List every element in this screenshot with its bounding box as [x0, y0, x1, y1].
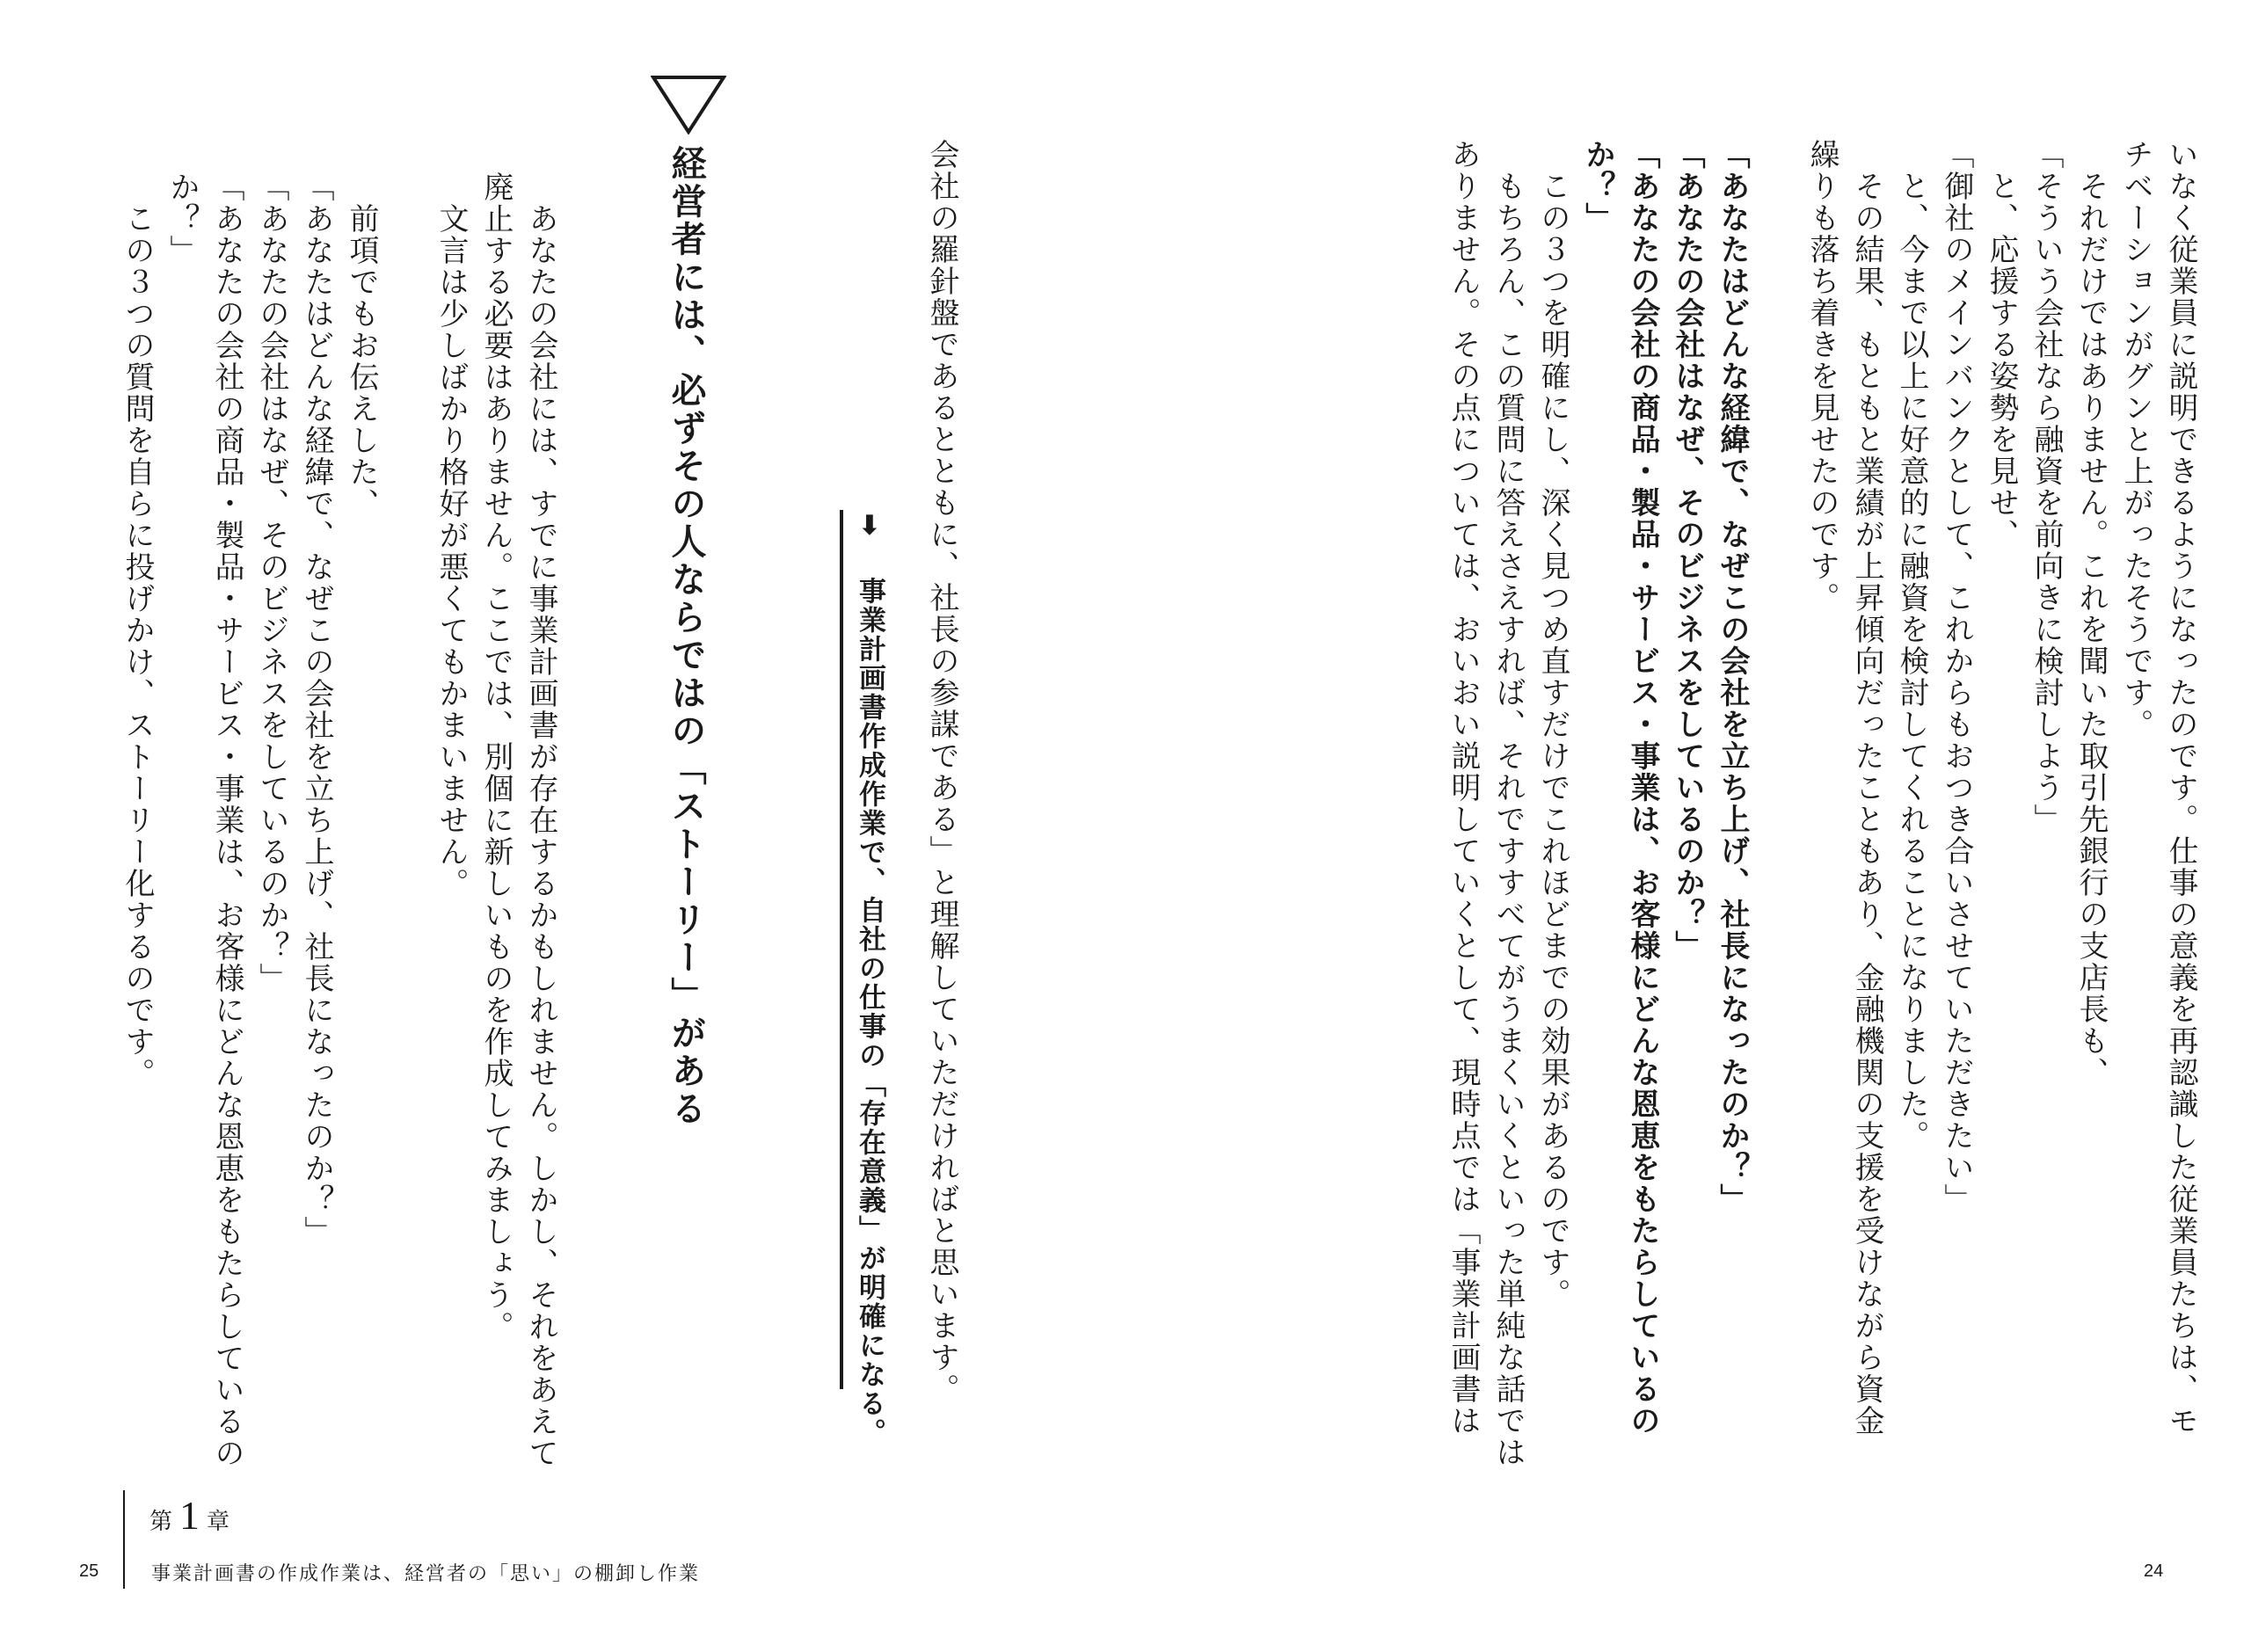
bold-question-line: か？」 — [1580, 139, 1615, 234]
chapter-prefix: 第 — [149, 1509, 173, 1534]
bold-question-line: 「あなたの会社はなぜ、そのビジネスをしているのか？」 — [1670, 139, 1705, 962]
callout-text: ⬇ 事業計画書作成作業で、自社の仕事の「存在意義」が明確になる。 — [854, 510, 885, 1447]
body-line: と、今まで以上に好意的に融資を検討してくれることになりました。 — [1894, 139, 1929, 1152]
body-line: この３つの質問を自らに投げかけ、ストーリー化するのです。 — [120, 171, 155, 1089]
callout-box — [840, 510, 892, 1447]
body-line: 前項でもお伝えした、 — [344, 171, 379, 520]
body-line: ありません。その点については、おいおい説明していくとして、現時点では「事業計画書は — [1446, 139, 1481, 1437]
left-page-opening — [919, 139, 964, 1414]
body-line: いなく従業員に説明できるようになったのです。仕事の意義を再認識した従業員たちは、モ — [2163, 139, 2198, 1437]
body-line: 「あなたの会社はなぜ、そのビジネスをしているのか？」 — [254, 171, 289, 994]
body-line: もちろん、この質問に答えさえすれば、それですすべてがうまくいくといった単純な話では — [1490, 139, 1526, 1468]
body-line — [1754, 139, 1799, 1414]
body-line: 文言は少しばかり格好が悪くてもかまいません。 — [433, 171, 469, 899]
footer-divider — [123, 1490, 125, 1589]
body-line: 会社の羅針盤であるとともに、社長の参謀である」と理解していただければと思います。 — [924, 139, 959, 1405]
page-number-right: 24 — [2144, 1561, 2164, 1581]
body-line: 「あなたの会社の商品・製品・サービス・事業は、お客様にどんな恩恵をもたらしているの — [209, 171, 244, 1469]
body-line: 廃止する必要はありません。ここでは、別個に新しいものを作成してみましょう。 — [478, 171, 514, 1343]
right-page — [1126, 0, 2251, 1652]
body-line — [383, 171, 428, 1446]
body-line: その結果、もともと業績が上昇傾向だったこともあり、金融機関の支援を受けながら資金 — [1849, 139, 1884, 1437]
body-line: それだけではありません。これを聞いた取引先銀行の支店長も、 — [2073, 139, 2109, 1088]
left-page-body — [114, 171, 563, 1469]
body-line: この３つを明確にし、深く見つめ直すだけでこれほどまでの効果があるのです。 — [1535, 139, 1570, 1310]
section-heading: 経営者には、必ずその人ならではの「ストーリー」がある — [666, 145, 706, 1128]
section-triangle-icon — [651, 75, 726, 135]
right-page-body — [1440, 139, 2203, 1468]
chapter-number: 1 — [179, 1493, 200, 1538]
bold-question-line: 「あなたはどんな経緯で、なぜこの会社を立ち上げ、社長になったのか？」 — [1715, 139, 1750, 1215]
chapter-suffix: 章 — [207, 1509, 230, 1534]
body-line: と、応援する姿勢を見せ、 — [1984, 139, 2019, 550]
body-line: 繰りも落ち着きを見せたのです。 — [1804, 139, 1839, 614]
chapter-label — [149, 1492, 229, 1539]
body-line: 「御社のメインバンクとして、これからもおつき合いさせていただきたい」 — [1939, 139, 1974, 1215]
body-line: か？」 — [164, 171, 200, 266]
body-line: 「そういう会社なら融資を前向きに検討しよう」 — [2029, 139, 2064, 835]
bold-question-line: 「あなたの会社の商品・製品・サービス・事業は、お客様にどんな恩恵をもたらしているの — [1625, 139, 1660, 1437]
body-line: 「あなたはどんな経緯で、なぜこの会社を立ち上げ、社長になったのか？」 — [299, 171, 334, 1248]
body-line: あなたの会社には、すでに事業計画書が存在するかもしれません。しかし、それをあえて — [523, 171, 558, 1469]
body-line: チベーションがグンと上がったそうです。 — [2118, 139, 2153, 740]
page-number-left: 25 — [79, 1561, 99, 1581]
chapter-title: 事業計画書の作成作業は、経営者の「思い」の棚卸し作業 — [151, 1563, 701, 1585]
